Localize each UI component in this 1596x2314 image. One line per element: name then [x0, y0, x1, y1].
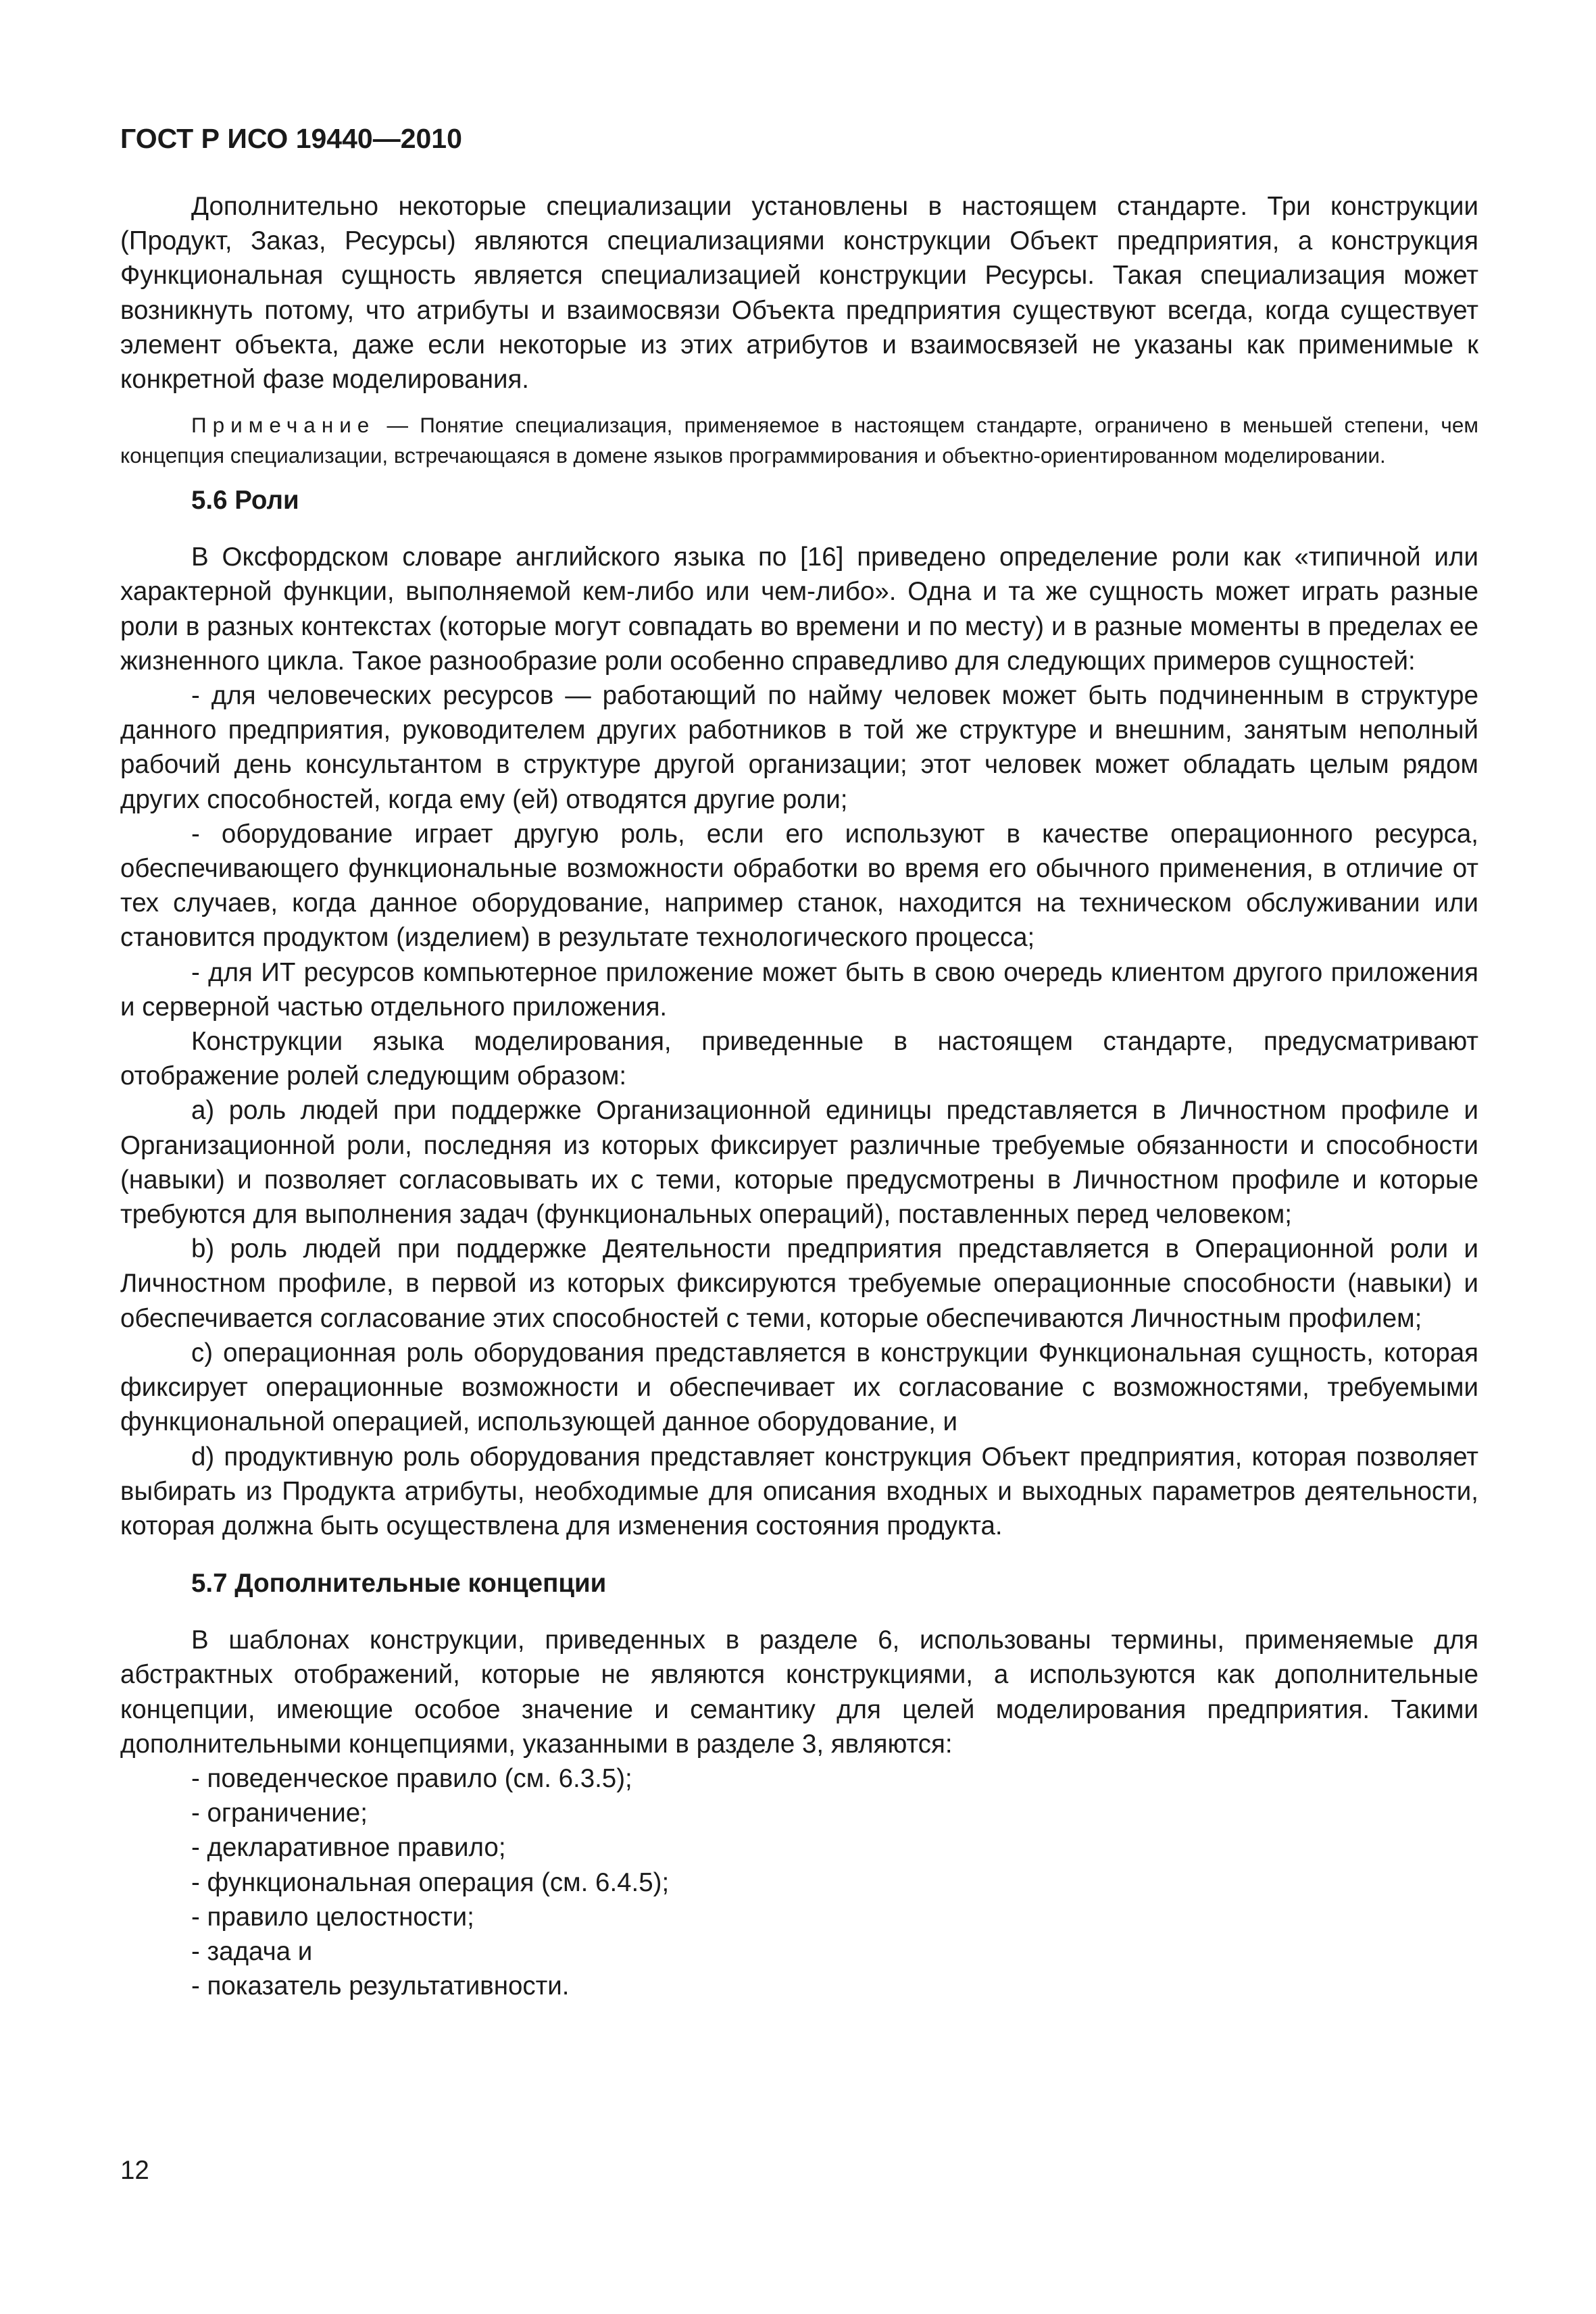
list-item: - показатель результативности.: [191, 1971, 570, 2001]
note-lead: Примечание: [191, 413, 376, 438]
section-paragraph: В Оксфордском словаре английского языка по [16] приведено определение роли как «типичной или характерной функции, выполняемой кем-либо или чем-либо». Одна и та же сущность может играть разные роли в разных контекстах (которые могут совпадать во времени и по месту) и в разные моменты в пределах ее жизненного цикла. Такое разнообразие роли особенно справедливо для следующих примеров сущностей:: [120, 543, 1478, 676]
list-item: - задача и: [191, 1936, 313, 1966]
note-text: — Понятие специализация, применяемое в настоящем стандарте, ограничено в меньшей степени, чем концепция специализации, встречающаяся в домене языков программирования и объектно-ориентированном моделировании.: [120, 413, 1478, 468]
list-item: - правило целостности;: [191, 1902, 474, 1932]
section-paragraph: d) продуктивную роль оборудования представляет конструкция Объект предприятия, которая позволяет выбирать из Продукта атрибуты, необходимые для описания входных и выходных параметров деятельности, которая должна быть осуществлена для изменения состояния продукта.: [120, 1442, 1478, 1540]
section-paragraph: c) операционная роль оборудования представляется в конструкции Функциональная сущность, которая фиксирует операционные возможности и обеспечивает их согласование с возможностями, требуемыми функциональной операцией, использующей данное оборудование, и: [120, 1338, 1478, 1437]
page-number: 12: [120, 2156, 149, 2185]
section-heading-5-6: 5.6 Роли: [191, 486, 299, 515]
section-paragraph: - оборудование играет другую роль, если его используют в качестве операционного ресурса, обеспечивающего функциональные возможности обработки во время его обычного применения, в отличие от тех случаев, когда данное оборудование, например станок, находится на техническом обслуживании или становится продуктом (изделием) в результате технологического процесса;: [120, 819, 1478, 953]
section-paragraph: - для человеческих ресурсов — работающий по найму человек может быть подчиненным в структуре данного предприятия, руководителем других работников в той же структуре и внешним, занятым неполный рабочий день консультантом в структуре другой организации; этот человек может обладать целым рядом других способностей, когда ему (ей) отводятся другие роли;: [120, 681, 1478, 814]
section-paragraph: В шаблонах конструкции, приведенных в разделе 6, использованы термины, применяемые для абстрактных отображений, которые не являются конструкциями, а используются как дополнительные концепции, имеющие особое значение и семантику для целей моделирования предприятия. Такими дополнительными концепциями, указанными в разделе 3, являются:: [120, 1626, 1478, 1759]
document-page: [120, 122, 1478, 2003]
section-paragraph: - для ИТ ресурсов компьютерное приложение может быть в свою очередь клиентом другого приложения и серверной частью отдельного приложения.: [120, 957, 1478, 1022]
intro-paragraph: Дополнительно некоторые специализации установлены в настоящем стандарте. Три конструкции (Продукт, Заказ, Ресурсы) являются специализациями конструкции Объект предприятия, а конструкция Функциональная сущность является специализацией конструкции Ресурсы. Такая специализация может возникнуть потому, что атрибуты и взаимосвязи Объекта предприятия существуют всегда, когда существует элемент объекта, даже если некоторые из этих атрибутов и взаимосвязей не указаны как применимые к конкретной фазе моделирования.: [120, 192, 1478, 395]
section-paragraph: b) роль людей при поддержке Деятельности предприятия представляется в Операционной роли и Личностном профиле, в первой из которых фиксируются требуемые операционные способности (навыки) и обеспечивается согласование этих способностей с теми, которые обеспечиваются Личностным профилем;: [120, 1234, 1478, 1333]
document-header: ГОСТ Р ИСО 19440—2010: [120, 123, 462, 154]
section-heading-5-7: 5.7 Дополнительные концепции: [191, 1569, 607, 1599]
list-item: - поведенческое правило (см. 6.3.5);: [191, 1763, 632, 1793]
note-paragraph: [120, 410, 1478, 471]
list-item: - ограничение;: [191, 1799, 368, 1828]
section-paragraph: a) роль людей при поддержке Организационной единицы представляется в Личностном профиле и Организационной роли, последняя из которых фиксирует различные требуемые обязанности и способности (навыки) и позволяет согласовывать их с теми, которые предусмотрены в Личностном профиле и которые требуются для выполнения задач (функциональных операций), поставленных перед человеком;: [120, 1096, 1478, 1230]
list-item: - функциональная операция (см. 6.4.5);: [191, 1867, 670, 1897]
list-item: - декларативное правило;: [191, 1833, 506, 1863]
section-paragraph: Конструкции языка моделирования, приведенные в настоящем стандарте, предусматривают отображение ролей следующим образом:: [120, 1027, 1478, 1091]
